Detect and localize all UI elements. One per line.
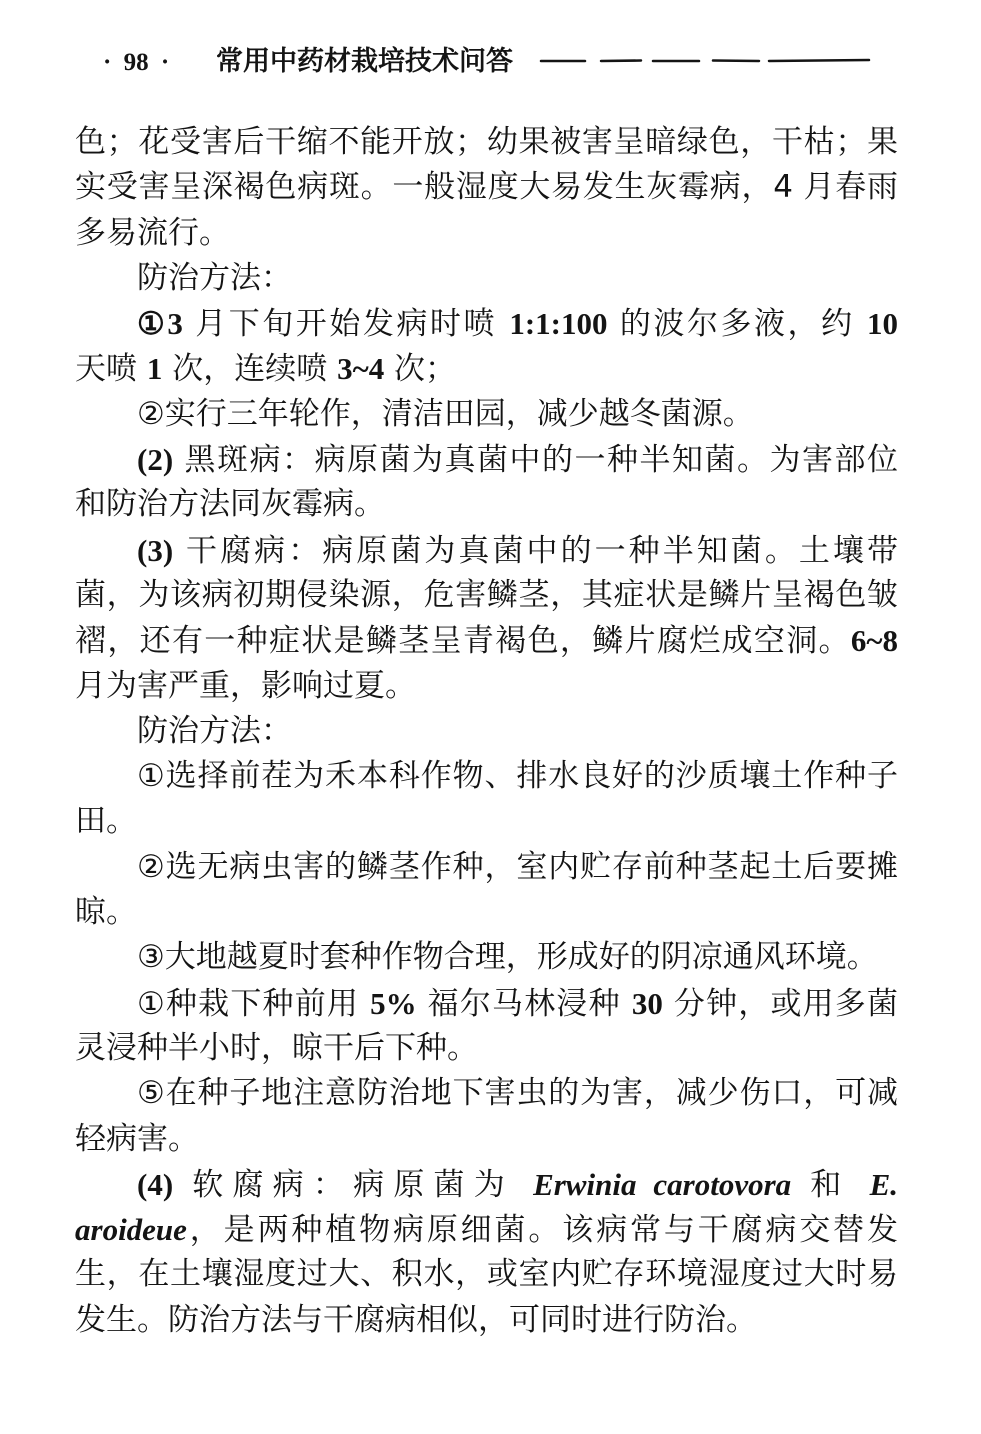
serif-numeral: 5% [370,985,417,1021]
text-line: 月为害严重，影响过夏。 [75,667,416,704]
text-line: ③大地越夏时套种作物合理，形成好的阴凉通风环境。 [137,939,878,976]
text-line: 色；花受害后干缩不能开放；幼果被害呈暗绿色，干枯；果 [75,124,898,160]
text-line: ②实行三年轮作，清洁田园，减少越冬菌源。 [137,395,754,432]
text-segment: 福尔马林浸种 [416,985,632,1022]
text-segment: 干腐病：病原菌为真菌中的一种半知菌。土壤带 [173,532,898,569]
text-line: 发生。防治方法与干腐病相似，可同时进行防治。 [75,1301,757,1338]
text-segment: 次，连续喷 [162,351,338,388]
text-line: 多易流行。 [75,214,230,251]
serif-numeral: 3~4 [337,351,385,387]
paragraph-control-item-1 [75,301,898,392]
paragraph-black-spot [75,437,898,528]
text-segment: ①种栽下种前用 [137,985,371,1022]
text-line: 菌，为该病初期侵染源，危害鳞茎，其症状是鳞片呈褐色皱 [75,576,898,613]
text-line [75,618,898,663]
text-line [75,1162,898,1207]
text-segment: 褶，还有一种症状是鳞茎呈青褐色，鳞片腐烂成空洞。 [75,623,851,660]
text-line: ①选择前茬为禾本科作物、排水良好的沙质壤土作种子 [137,758,898,795]
paragraph-control-heading [75,256,898,301]
section-heading: 防治方法： [137,712,292,749]
text-line: 生，在土壤湿度过大、积水，或室内贮存环境湿度过大时易 [75,1256,898,1293]
paragraph-control-item-2 [75,845,898,936]
serif-numeral: 1 [146,351,163,387]
text-line [75,301,898,346]
running-head-title: 常用中药材栽培技术问答 [216,46,513,77]
text-line: 轻病害。 [75,1120,199,1157]
text-segment: 和 [791,1166,870,1203]
page-number: · 98 · [103,49,170,76]
text-line: ②选无病虫害的鳞茎作种，室内贮存前种茎起土后要摊 [137,848,898,885]
latin-species-name: E. [869,1166,898,1202]
serif-numeral: 6~8 [850,623,898,659]
text-line [75,1207,898,1252]
paragraph-control-item-3 [75,935,898,980]
text-segment: 次； [384,351,457,388]
header-rule [535,55,875,67]
paragraph-control-heading [75,709,898,754]
text-segment: 月下旬开始发病时喷 [182,306,510,343]
paragraph-dry-rot [75,528,898,709]
text-segment: 天喷 [75,351,147,388]
serif-numeral: 10 [866,306,898,342]
list-marker: ①3 [137,306,183,342]
latin-species-name: aroideue [75,1212,187,1248]
paragraph-control-item-4 [75,981,898,1072]
paragraph-gray-mold-symptoms [75,120,898,256]
text-line [75,346,898,391]
section-number: (3) [137,532,174,568]
text-segment: 软腐病：病原菌为 [173,1166,534,1203]
text-line [75,528,898,573]
text-line [75,981,898,1026]
latin-species-name: Erwinia carotovora [533,1166,792,1202]
body-text [75,120,898,1343]
section-heading: 防治方法： [137,259,292,296]
text-line: 实受害呈深褐色病斑。一般湿度大易发生灰霉病，4 月春雨 [75,169,898,206]
text-line: 灵浸种半小时，晾干后下种。 [75,1029,478,1066]
text-line [75,437,898,482]
section-number: (2) [137,442,174,478]
text-line: 和防治方法同灰霉病。 [75,486,385,523]
section-number: (4) [137,1166,174,1202]
serif-numeral: 30 [631,985,663,1021]
text-segment: 的波尔多液，约 [607,306,867,343]
text-line: 晾。 [75,894,137,931]
paragraph-control-item-1 [75,754,898,845]
text-line: ⑤在种子地注意防治地下害虫的为害，减少伤口，可减 [137,1075,898,1112]
paragraph-soft-rot [75,1162,898,1343]
text-segment: 黑斑病：病原菌为真菌中的一种半知菌。为害部位 [173,442,898,479]
paragraph-control-item-2 [75,392,898,437]
text-segment: 分钟，或用多菌 [662,985,898,1022]
paragraph-control-item-5 [75,1071,898,1162]
text-line: 田。 [75,803,137,840]
text-segment: ，是两种植物病原细菌。该病常与干腐病交替发 [186,1212,898,1249]
serif-numeral: 1:1:100 [509,306,608,342]
